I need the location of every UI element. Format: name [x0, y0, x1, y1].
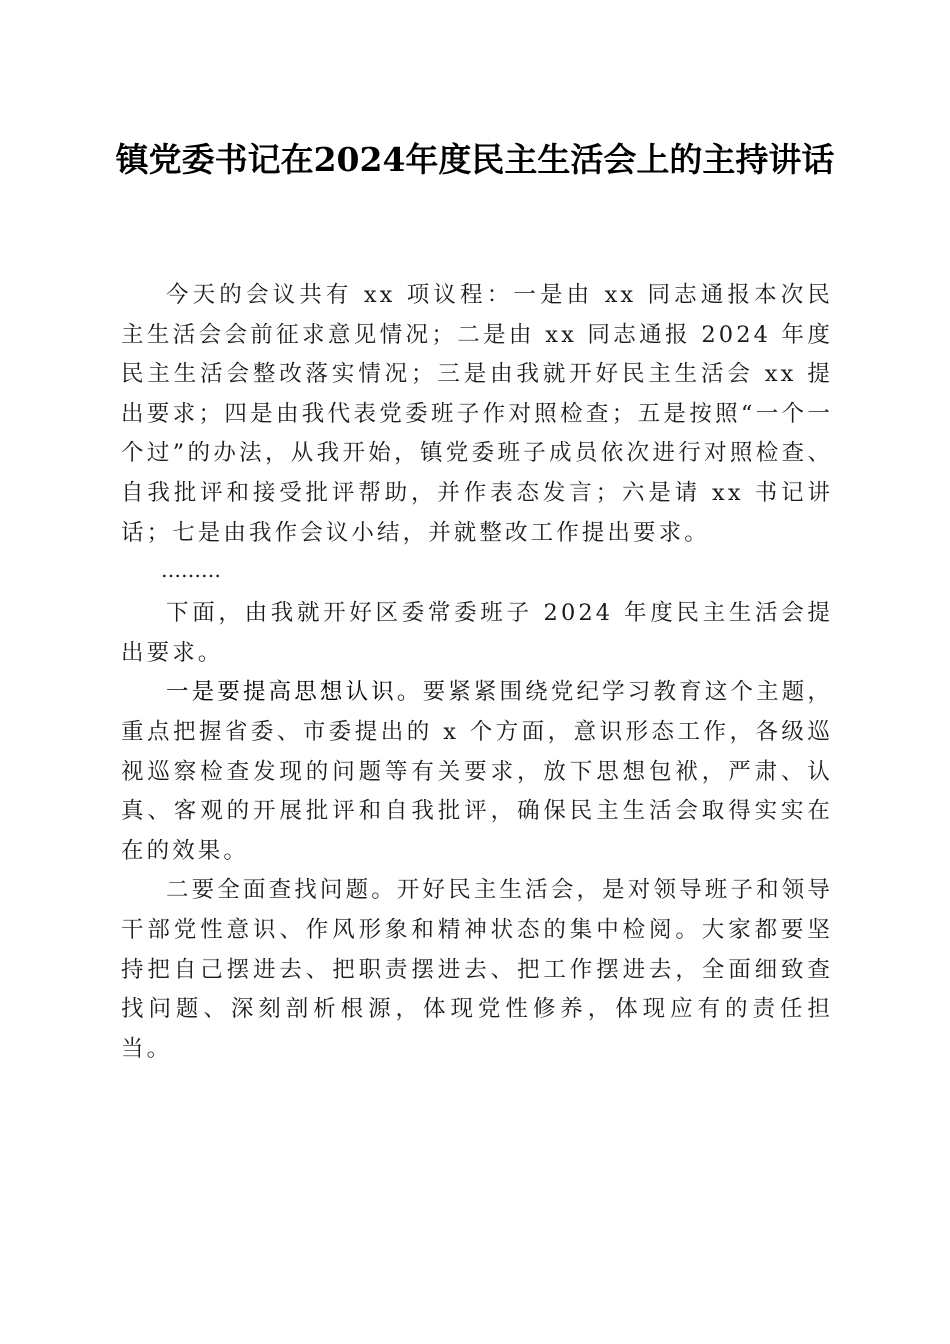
point-1-lead: 一是要提高思想认识。 [166, 679, 423, 706]
paragraph-point-1 [121, 673, 833, 871]
document-title: 镇党委书记在2024年度民主生活会上的主持讲话 [115, 140, 835, 179]
paragraph-agenda: 今天的会议共有 xx 项议程：一是由 xx 同志通报本次民主生活会会前征求意见情况；二是由 xx 同志通报 2024 年度民主生活会整改落实情况；三是由我就开好民主生活会 xx 提出要求；四是由我代表党委班子作对照检查；五是按照“一个一个过”的办法，从我开始，镇党委班子成员依次进行对照检查、自我批评和接受批评帮助，并作表态发言；六是请 xx 书记讲话；七是由我作会议小结，并就整改工作提出要求。 [121, 282, 833, 546]
paragraph-intro: 下面，由我就开好区委常委班子 2024 年度民主生活会提出要求。 [121, 600, 833, 666]
paragraph-ellipsis: ……… [161, 558, 221, 583]
document-body [121, 276, 833, 1069]
point-1-body: 要紧紧围绕党纪学习教育这个主题，重点把握省委、市委提出的 x 个方面，意识形态工作，各级巡视巡察检查发现的问题等有关要求，放下思想包袱，严肃、认真、客观的开展批评和自我批评，确保民主生活会取得实实在在的效果。 [121, 679, 833, 864]
paragraph-point-2: 二要全面查找问题。开好民主生活会，是对领导班子和领导干部党性意识、作风形象和精神状态的集中检阅。大家都要坚持把自己摆进去、把职责摆进去、把工作摆进去，全面细致查找问题、深刻剖析根源，体现党性修养，体现应有的责任担当。 [121, 877, 833, 1062]
